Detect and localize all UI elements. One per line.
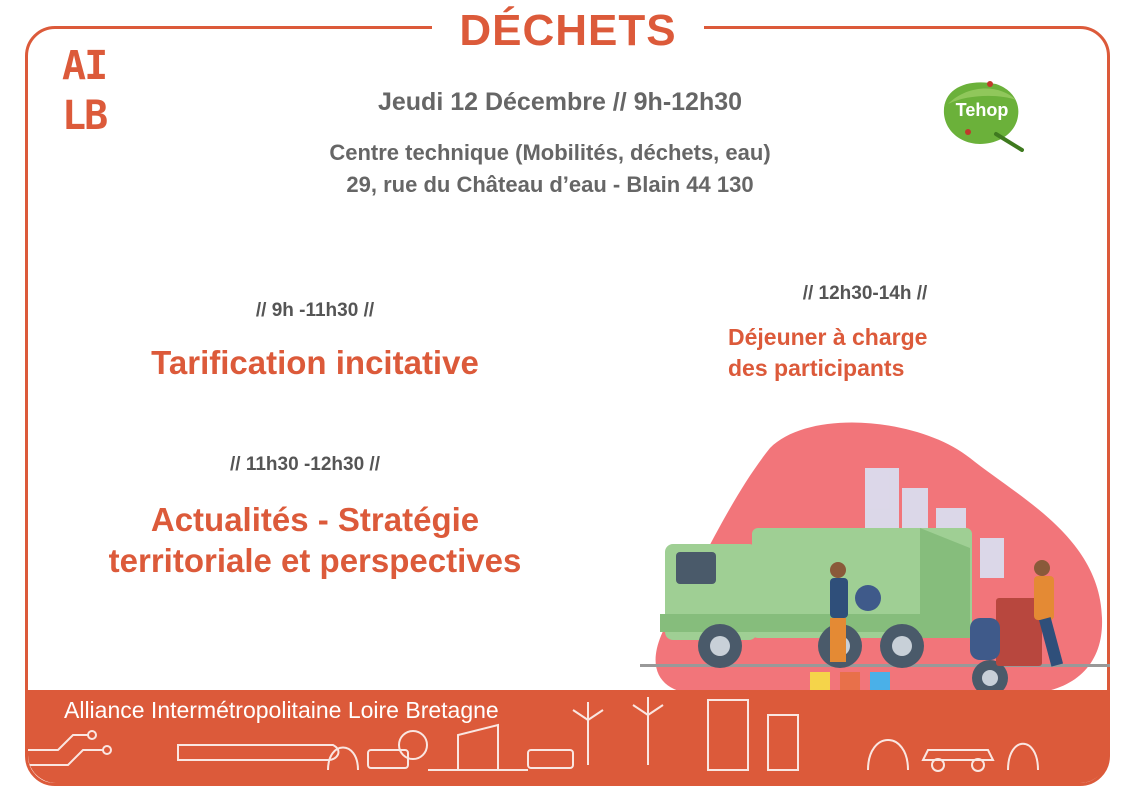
slot2-time: // 11h30 -12h30 //	[230, 454, 380, 475]
slot2-topic-line2: territoriale et perspectives	[108, 542, 522, 579]
slot1-topic: Tarification incitative	[151, 344, 479, 381]
footer-organization: Alliance Intermétropolitaine Loire Bretagne	[64, 697, 499, 723]
ailb-logo-top: AI	[62, 43, 107, 89]
slot2-topic-line1: Actualités - Stratégie	[150, 501, 480, 538]
tehop-logo	[938, 74, 1024, 152]
lunch-time: // 12h30-14h //	[802, 283, 928, 304]
lunch-info	[728, 322, 1028, 384]
ailb-logo-bottom: LB	[62, 93, 107, 139]
title-banner	[432, 0, 704, 62]
slot2-topic	[40, 499, 590, 581]
lunch-line1: Déjeuner à charge	[728, 324, 928, 350]
venue-name: Centre technique (Mobilités, déchets, eau)	[329, 140, 771, 165]
lunch-line2: des participants	[728, 355, 905, 381]
event-date: Jeudi 12 Décembre // 9h-12h30	[377, 88, 743, 116]
ailb-logo	[62, 43, 107, 146]
venue-address: 29, rue du Château d’eau - Blain 44 130	[346, 172, 754, 197]
page-title: DÉCHETS	[459, 6, 677, 55]
garbage-truck-illustration	[640, 418, 1110, 698]
slot1-time: // 9h -11h30 //	[255, 300, 375, 321]
tehop-logo-text: Tehop	[955, 100, 1009, 120]
